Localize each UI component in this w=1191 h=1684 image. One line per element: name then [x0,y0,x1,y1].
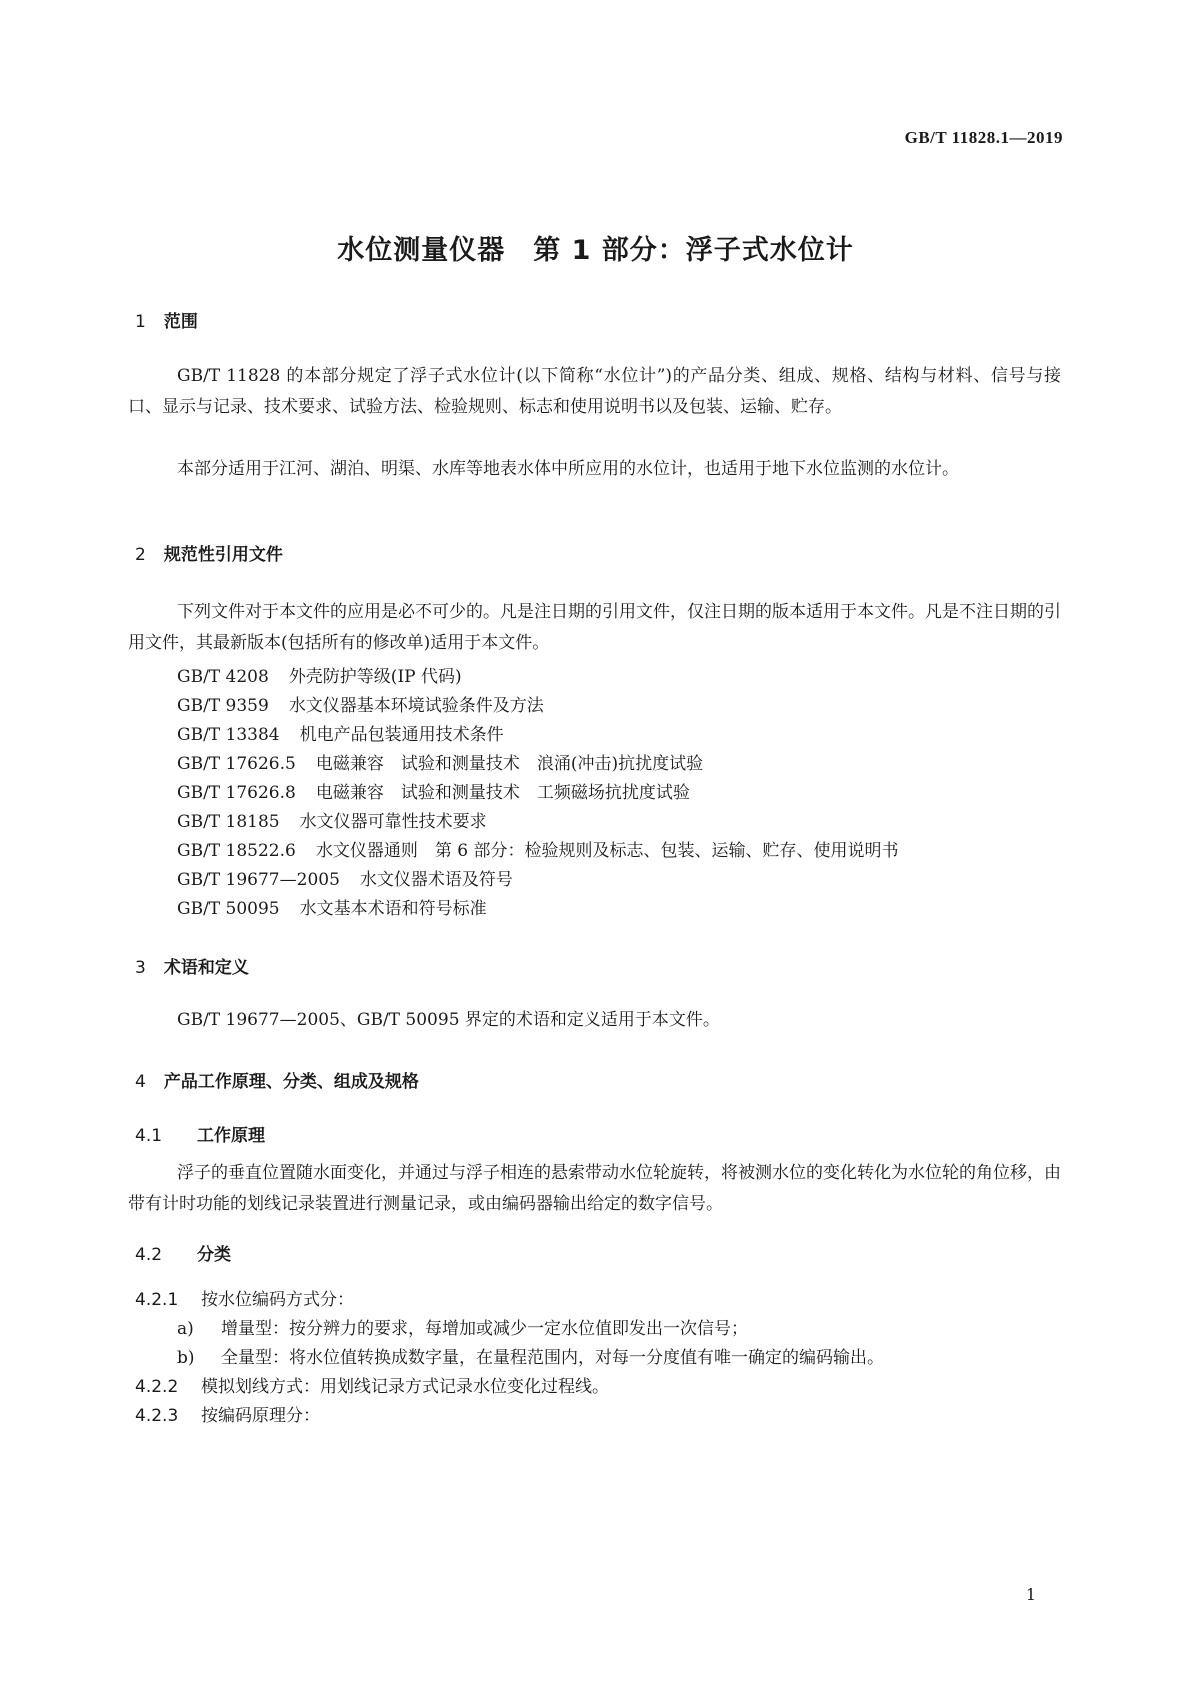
subsection-4-2-heading [135,1240,231,1265]
clause-4-2-3 [135,1401,320,1426]
section-number: 1 [135,312,146,332]
section-title: 产品工作原理、分类、组成及规格 [163,1072,419,1092]
list-item [177,1314,748,1339]
subsection-title: 工作原理 [197,1126,265,1146]
list-marker: b) [177,1348,195,1368]
reference-code: GB/T 13384 [177,725,280,745]
list-text: 全量型：将水位值转换成数字量，在量程范围内，对每一分度值有唯一确定的编码输出。 [221,1348,884,1368]
section-title: 规范性引用文件 [163,545,283,565]
section-number: 3 [135,958,146,978]
section-1-paragraph-1: GB/T 11828 的本部分规定了浮子式水位计(以下简称“水位计”)的产品分类、组成、规格、结构与材料、信号与接口、显示与记录、技术要求、试验方法、检验规则、标志和使用说明书以及包装、运输、贮存。 [128,366,1061,417]
reference-code: GB/T 9359 [177,696,269,716]
section-1-paragraph-2: 本部分适用于江河、湖泊、明渠、水库等地表水体中所应用的水位计，也适用于地下水位监测的水位计。 [177,459,959,479]
reference-code: GB/T 17626.8 [177,783,296,803]
section-2-heading [135,540,283,565]
section-3-heading [135,953,249,978]
clause-4-2-1 [135,1285,354,1310]
reference-code: GB/T 18185 [177,812,280,832]
reference-item [177,836,898,861]
subsection-number: 4.2 [135,1245,163,1265]
clause-number: 4.2.2 [135,1377,179,1397]
clause-text: 按水位编码方式分： [201,1290,354,1310]
document-title: 水位测量仪器 第 1 部分：浮子式水位计 [337,235,854,266]
reference-title: 水文仪器通则 第 6 部分：检验规则及标志、包装、运输、贮存、使用说明书 [315,841,899,861]
reference-code: GB/T 4208 [177,667,269,687]
section-title: 范围 [163,312,198,332]
clause-text: 按编码原理分： [201,1406,320,1426]
reference-code: GB/T 17626.5 [177,754,296,774]
page-number: 1 [1025,1585,1036,1604]
section-number: 4 [135,1072,146,1092]
standard-code: GB/T 11828.1—2019 [904,128,1063,147]
reference-title: 水文基本术语和符号标准 [299,899,487,919]
section-3-paragraph: GB/T 19677—2005、GB/T 50095 界定的术语和定义适用于本文件。 [177,1010,720,1030]
reference-item [177,778,690,803]
reference-item [177,720,504,745]
reference-item [177,749,703,774]
clause-4-2-2 [135,1372,609,1397]
section-title: 术语和定义 [163,958,249,978]
subsection-number: 4.1 [135,1126,163,1146]
reference-title: 电磁兼容 试验和测量技术 浪涌(冲击)抗扰度试验 [315,754,704,774]
section-2-intro: 下列文件对于本文件的应用是必不可少的。凡是注日期的引用文件，仅注日期的版本适用于本文件。凡是不注日期的引用文件，其最新版本(包括所有的修改单)适用于本文件。 [128,602,1061,653]
reference-title: 机电产品包装通用技术条件 [299,725,504,745]
reference-code: GB/T 19677—2005 [177,870,340,890]
section-number: 2 [135,545,146,565]
reference-title: 外壳防护等级(IP 代码) [288,667,462,687]
reference-item [177,662,462,687]
subsection-4-1-paragraph: 浮子的垂直位置随水面变化，并通过与浮子相连的悬索带动水位轮旋转，将被测水位的变化转化为水位轮的角位移，由带有计时功能的划线记录装置进行测量记录，或由编码器输出给定的数字信号。 [128,1163,1061,1214]
subsection-4-1-heading [135,1121,265,1146]
reference-title: 水文仪器术语及符号 [359,870,513,890]
list-marker: a) [177,1319,194,1339]
reference-title: 水文仪器基本环境试验条件及方法 [288,696,544,716]
reference-item [177,691,544,716]
list-item [177,1343,884,1368]
reference-item [177,865,513,890]
section-1-heading [135,307,198,332]
subsection-title: 分类 [197,1245,231,1265]
section-4-heading [135,1067,419,1092]
reference-title: 电磁兼容 试验和测量技术 工频磁场抗扰度试验 [315,783,690,803]
clause-number: 4.2.1 [135,1290,179,1310]
list-text: 增量型：按分辨力的要求，每增加或减少一定水位值即发出一次信号； [221,1319,748,1339]
reference-item [177,807,487,832]
reference-code: GB/T 50095 [177,899,280,919]
clause-text: 模拟划线方式：用划线记录方式记录水位变化过程线。 [201,1377,609,1397]
reference-code: GB/T 18522.6 [177,841,296,861]
clause-number: 4.2.3 [135,1406,179,1426]
reference-title: 水文仪器可靠性技术要求 [299,812,487,832]
reference-item [177,894,487,919]
